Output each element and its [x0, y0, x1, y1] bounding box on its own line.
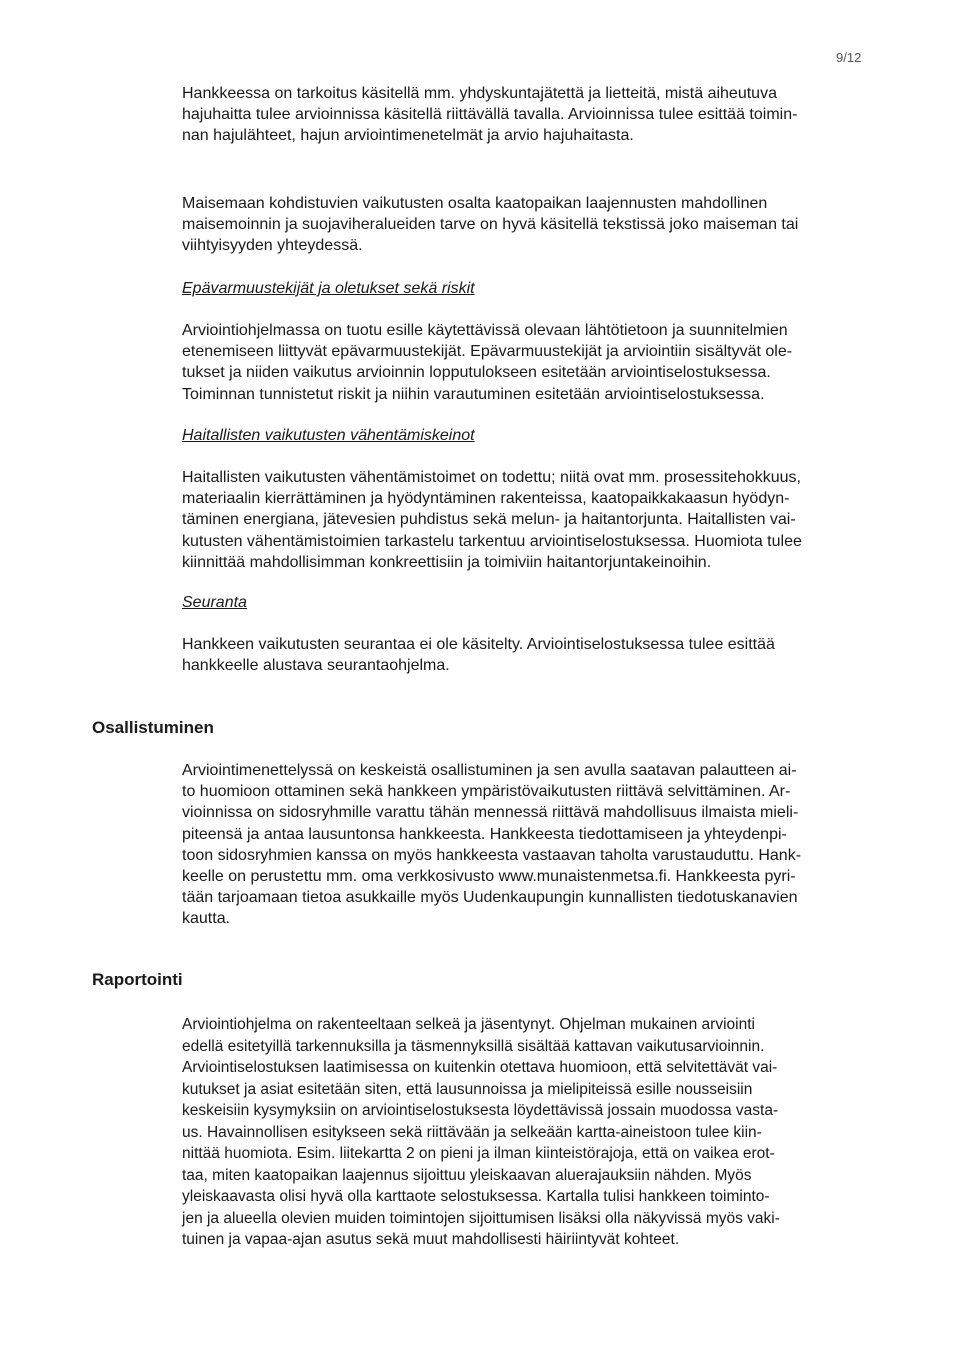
section-label-participation: Osallistuminen [92, 718, 214, 737]
paragraph-landscape: Maisemaan kohdistuvien vaikutusten osalta kaatopaikan laajennusten mahdollinen maisemoinnin ja suojaviheralueiden tarve on hyvä käsitellä tekstissä joko maiseman tai viihtyisyyden yhteydessä. [182, 195, 799, 255]
page-number: 9/12 [836, 50, 862, 65]
heading-monitoring: Seuranta [182, 594, 247, 611]
paragraph-reporting: Arviointiohjelma on rakenteeltaan selkeä ja jäsentynyt. Ohjelman mukainen arviointi edellä esitetyillä tarkennuksilla ja täsmennyksillä sisältää kattavan vaikutusarvioinnin. Arviointiselostuksen laatimisessa on kuitenkin otettava huomioon, että selvitettävät vai- kutukset ja asiat esitetään siten, että lausunnoissa ja mielipiteissä esille nousseisiin keskeisiin kysymyksiin on arviointiselostuksesta löydettävissä jossain muodossa vasta- us. Havainnollisen esitykseen sekä riittävään ja selkeään kartta-aineistoon tulee kiin- nittää huomiota. Esim. liitekartta 2 on pieni ja ilman kiinteistörajoja, että on vaikea erot- taa, miten kaatopaikan laajennus sijoittuu yleiskaavan aluerajauksiin nähden. Myös yleiskaavasta olisi hyvä olla karttaote selostuksessa. Kartalla tulisi hankkeen toiminto- jen ja alueella olevien muiden toimintojen sijoittumisen lisäksi olla näkyvissä myös vaki- tuinen ja vapaa-ajan asutus sekä muut mahdollisesti häiriintyvät kohteet. [182, 1016, 780, 1248]
heading-uncertainty: Epävarmuustekijät ja oletukset sekä riskit [182, 280, 475, 297]
paragraph-mitigation: Haitallisten vaikutusten vähentämistoimet on todettu; niitä ovat mm. prosessitehokkuus, materiaalin kierrättäminen ja hyödyntäminen rakenteissa, kaatopaikkakaasun hyödyn- täminen energiana, jätevesien puhdistus sekä melun- ja haitantorjunta. Haitallisten vai- kutusten vähentämistoimien tarkastelu tarkentuu arviointiselostuksessa. Huomiota tulee kiinnittää mahdollisimman konkreettisiin ja toimiviin haitantorjuntakeinoihin. [182, 469, 802, 571]
heading-mitigation: Haitallisten vaikutusten vähentämiskeinot [182, 427, 475, 444]
section-label-reporting: Raportointi [92, 970, 183, 989]
paragraph-odor: Hankkeessa on tarkoitus käsitellä mm. yhdyskuntajätettä ja lietteitä, mistä aiheutuva hajuhaitta tulee arvioinnissa käsitellä riittävällä tavalla. Arvioinnissa tulee esittää toimin- nan hajulähteet, hajun arviointimenetelmät ja arvio hajuhaitasta. [182, 85, 798, 145]
paragraph-uncertainty: Arviointiohjelmassa on tuotu esille käytettävissä olevaan lähtötietoon ja suunnitelmien etenemiseen liittyvät epävarmuustekijät. Epävarmuustekijät ja arviointiin sisältyvät ole- tukset ja niiden vaikutus arvioinnin lopputulokseen esitetään arviointiselostuksessa. Toiminnan tunnistetut riskit ja niihin varautuminen esitetään arviointiselostuksessa. [182, 322, 793, 403]
paragraph-participation: Arviointimenettelyssä on keskeistä osallistuminen ja sen avulla saatavan palautteen ai- to huomioon ottaminen sekä hankkeen ympäristövaikutusten riittävä selvittäminen. Ar- vioinnissa on sidosryhmille varattu tähän mennessä riittävä mahdollisuus ilmaista mieli- piteensä ja antaa lausuntonsa hankkeesta. Hankkeesta tiedottamiseen ja yhteydenpi- toon sidosryhmien kanssa on myös hankkeesta vastaavan taholta varustauduttu. Hank- keelle on perustettu mm. oma verkkosivusto www.munaistenmetsa.fi. Hankkeesta pyri- tään tarjoamaan tietoa asukkaille myös Uudenkaupungin kunnallisten tiedotuskanavien kautta. [182, 762, 802, 928]
paragraph-monitoring: Hankkeen vaikutusten seurantaa ei ole käsitelty. Arviointiselostuksessa tulee esittää hankkeelle alustava seurantaohjelma. [182, 636, 775, 675]
